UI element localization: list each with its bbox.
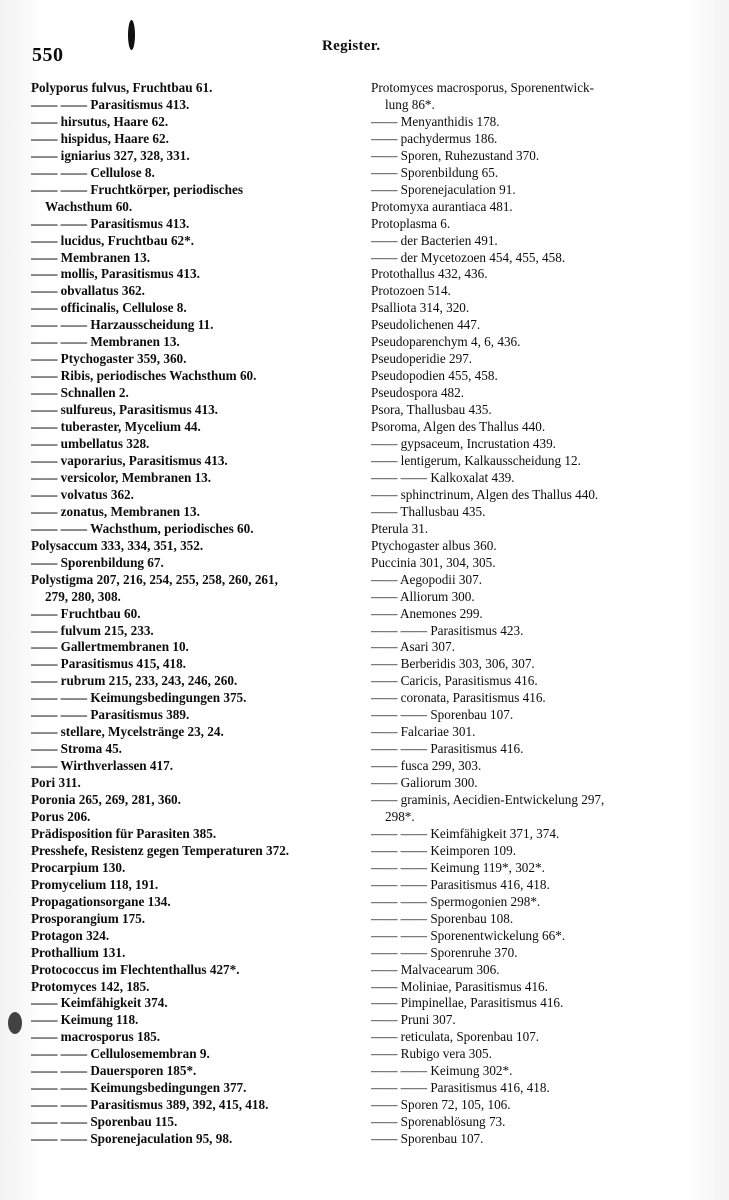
index-entry: —— —— Parasitismus 413. (31, 215, 190, 231)
index-entry: —— fusca 299, 303. (371, 758, 482, 774)
index-entry: Protomyxa aurantiaca 481. (371, 198, 513, 214)
index-entry: Psoroma, Algen des Thallus 440. (371, 419, 546, 435)
index-entry: lung 86*. (385, 96, 435, 112)
index-entry: —— —— Sporenbau 107. (371, 707, 514, 723)
index-entry: —— Rubigo vera 305. (371, 1046, 492, 1062)
index-entry: Psalliota 314, 320. (371, 300, 470, 316)
index-entry: —— —— Keimung 119*, 302*. (371, 859, 545, 875)
index-entry: —— fulvum 215, 233. (31, 622, 154, 638)
index-entry: —— coronata, Parasitismus 416. (371, 690, 546, 706)
index-entry: —— Schnallen 2. (31, 385, 129, 401)
index-entry: —— Wirthverlassen 417. (31, 758, 174, 774)
index-entry: —— stellare, Mycelstränge 23, 24. (31, 724, 224, 740)
index-entry: —— vaporarius, Parasitismus 413. (31, 452, 228, 468)
index-entry: —— hirsutus, Haare 62. (31, 113, 169, 129)
index-entry: —— pachydermus 186. (371, 130, 498, 146)
index-entry: Polyporus fulvus, Fruchtbau 61. (31, 80, 213, 95)
index-entry: 298*. (385, 808, 415, 824)
index-entry: Pori 311. (31, 775, 81, 791)
index-entry: —— mollis, Parasitismus 413. (31, 266, 200, 282)
index-entry: Propagationsorgane 134. (31, 893, 171, 909)
index-entry: —— Parasitismus 415, 418. (31, 656, 186, 672)
index-entry: —— rubrum 215, 233, 243, 246, 260. (31, 673, 238, 689)
index-entry: —— sulfureus, Parasitismus 413. (31, 402, 218, 418)
index-entry: Protothallus 432, 436. (371, 266, 488, 282)
index-entry: —— Keimung 118. (31, 1012, 139, 1028)
index-entry: —— —— Keimporen 109. (371, 842, 517, 858)
index-entry: —— gypsaceum, Incrustation 439. (371, 436, 556, 452)
index-entry: Prädisposition für Parasiten 385. (31, 825, 217, 841)
index-entry: —— zonatus, Membranen 13. (31, 503, 200, 519)
index-entry: —— Membranen 13. (31, 249, 151, 265)
index-entry: —— —— Kalkoxalat 439. (371, 469, 515, 485)
index-entry: 279, 280, 308. (45, 588, 121, 604)
index-entry: Protoplasma 6. (371, 215, 451, 231)
index-entry: Wachsthum 60. (45, 198, 133, 214)
index-entry: —— —— Sporenentwickelung 66*. (371, 927, 566, 943)
index-entry: —— —— Parasitismus 389, 392, 415, 418. (31, 1097, 269, 1113)
index-entry: Polystigma 207, 216, 254, 255, 258, 260, 261, (31, 571, 278, 587)
index-entry: —— —— Parasitismus 389. (31, 707, 190, 723)
index-entry: —— —— Parasitismus 416, 418. (371, 1080, 550, 1096)
index-entry: —— Sporenbildung 67. (31, 554, 164, 570)
index-entry: Poronia 265, 269, 281, 360. (31, 792, 181, 808)
ink-blot (8, 1012, 22, 1034)
index-entry: —— reticulata, Sporenbau 107. (371, 1029, 540, 1045)
index-entry: —— Aegopodii 307. (371, 571, 482, 587)
index-entry: —— Asari 307. (371, 639, 455, 655)
index-entry: —— macrosporus 185. (31, 1029, 161, 1045)
index-entry: Protagon 324. (31, 927, 110, 943)
page-number: 550 (32, 44, 64, 66)
index-entry: —— Sporen 72, 105, 106. (371, 1097, 511, 1113)
index-entry: —— —— Membranen 13. (31, 334, 180, 350)
index-entry: —— —— Cellulose 8. (31, 164, 155, 180)
index-entry: —— Pimpinellae, Parasitismus 416. (371, 995, 564, 1011)
index-entry: Puccinia 301, 304, 305. (371, 554, 496, 570)
index-entry: —— —— Keimungsbedingungen 377. (31, 1080, 247, 1096)
index-entry: Prothallium 131. (31, 944, 126, 960)
index-entry: Porus 206. (31, 808, 91, 824)
index-entry: —— Sporenbau 107. (371, 1131, 484, 1147)
index-entry: —— Caricis, Parasitismus 416. (371, 673, 538, 689)
index-entry: Ptychogaster albus 360. (371, 537, 497, 553)
index-entry: —— Thallusbau 435. (371, 503, 486, 519)
index-entry: —— volvatus 362. (31, 486, 134, 502)
index-entry: —— —— Sporenruhe 370. (371, 944, 518, 960)
index-entry: Pseudoparenchym 4, 6, 436. (371, 334, 521, 350)
index-entry: Pseudoperidie 297. (371, 351, 473, 367)
index-entry: —— Sporenbildung 65. (371, 164, 499, 180)
running-head: Register. (322, 38, 381, 54)
index-entry: —— lucidus, Fruchtbau 62*. (31, 232, 195, 248)
index-entry: —— Galiorum 300. (371, 775, 478, 791)
index-entry: —— —— Parasitismus 423. (371, 622, 524, 638)
index-entry: —— Ptychogaster 359, 360. (31, 351, 187, 367)
index-entry: —— officinalis, Cellulose 8. (31, 300, 187, 316)
index-entry: —— Anemones 299. (371, 605, 483, 621)
index-entry: Pseudolichenen 447. (371, 317, 481, 333)
index-entry: —— —— Dauersporen 185*. (31, 1063, 197, 1079)
index-entry: —— Sporenejaculation 91. (371, 181, 516, 197)
index-entry: Polysaccum 333, 334, 351, 352. (31, 537, 204, 553)
index-entry: —— Keimfähigkeit 374. (31, 995, 168, 1011)
index-entry: —— der Bacterien 491. (371, 232, 498, 248)
index-entry: —— Sporenablösung 73. (371, 1114, 506, 1130)
index-entry: —— versicolor, Membranen 13. (31, 469, 212, 485)
index-entry: —— —— Fruchtkörper, periodisches (31, 181, 243, 197)
index-entry: —— graminis, Aecidien-Entwickelung 297, (371, 792, 605, 808)
index-entry: Protococcus im Flechtenthallus 427*. (31, 961, 240, 977)
index-entry: —— igniarius 327, 328, 331. (31, 147, 190, 163)
index-entry: —— —— Parasitismus 416. (371, 741, 524, 757)
index-entry: —— Moliniae, Parasitismus 416. (371, 978, 548, 994)
index-entry: —— sphinctrinum, Algen des Thallus 440. (371, 486, 599, 502)
index-entry: Presshefe, Resistenz gegen Temperaturen 372. (31, 842, 290, 858)
index-entry: —— Falcariae 301. (371, 724, 476, 740)
index-entry: —— hispidus, Haare 62. (31, 130, 169, 146)
index-entry: Procarpium 130. (31, 859, 126, 875)
index-entry: —— Menyanthidis 178. (371, 113, 500, 129)
index-entry: Promycelium 118, 191. (31, 876, 159, 892)
index-entry: Protomyces 142, 185. (31, 978, 150, 994)
index-entry: —— Ribis, periodisches Wachsthum 60. (31, 368, 257, 384)
index-entry: —— —— Harzausscheidung 11. (31, 317, 214, 333)
index-entry: —— Berberidis 303, 306, 307. (371, 656, 535, 672)
index-entry: —— lentigerum, Kalkausscheidung 12. (371, 452, 581, 468)
index-entry: —— Alliorum 300. (371, 588, 475, 604)
index-entry: —— Sporen, Ruhezustand 370. (371, 147, 540, 163)
index-entry: —— Malvacearum 306. (371, 961, 500, 977)
index-entry: Protozoen 514. (371, 283, 451, 299)
index-entry: Protomyces macrosporus, Sporenentwick- (371, 80, 595, 95)
index-entry: —— —— Parasitismus 413. (31, 96, 190, 112)
index-entry: —— —— Wachsthum, periodisches 60. (31, 520, 254, 536)
index-entry: —— Pruni 307. (371, 1012, 456, 1028)
index-column-left (31, 80, 351, 1148)
index-entry: —— —— Keimungsbedingungen 375. (31, 690, 247, 706)
index-entry: —— umbellatus 328. (31, 436, 150, 452)
index-entry: Pterula 31. (371, 520, 429, 536)
index-entry: —— Fruchtbau 60. (31, 605, 141, 621)
index-entry: —— —— Keimfähigkeit 371, 374. (371, 825, 560, 841)
index-entry: —— der Mycetozoen 454, 455, 458. (371, 249, 566, 265)
index-entry: Psora, Thallusbau 435. (371, 402, 492, 418)
index-entry: —— —— Spermogonien 298*. (371, 893, 541, 909)
index-entry: Pseudopodien 455, 458. (371, 368, 498, 384)
index-column-right (371, 80, 701, 1148)
index-entry: —— —— Sporenejaculation 95, 98. (31, 1131, 233, 1147)
index-entry: —— —— Parasitismus 416, 418. (371, 876, 550, 892)
index-entry: Prosporangium 175. (31, 910, 146, 926)
index-entry: —— Gallertmembranen 10. (31, 639, 189, 655)
index-entry: —— Stroma 45. (31, 741, 122, 757)
index-entry: Pseudospora 482. (371, 385, 465, 401)
index-entry: —— —— Cellulosemembran 9. (31, 1046, 210, 1062)
index-entry: —— —— Keimung 302*. (371, 1063, 513, 1079)
index-entry: —— obvallatus 362. (31, 283, 145, 299)
ink-blot (128, 20, 135, 50)
index-entry: —— —— Sporenbau 108. (371, 910, 514, 926)
index-entry: —— —— Sporenbau 115. (31, 1114, 178, 1130)
index-entry: —— tuberaster, Mycelium 44. (31, 419, 201, 435)
